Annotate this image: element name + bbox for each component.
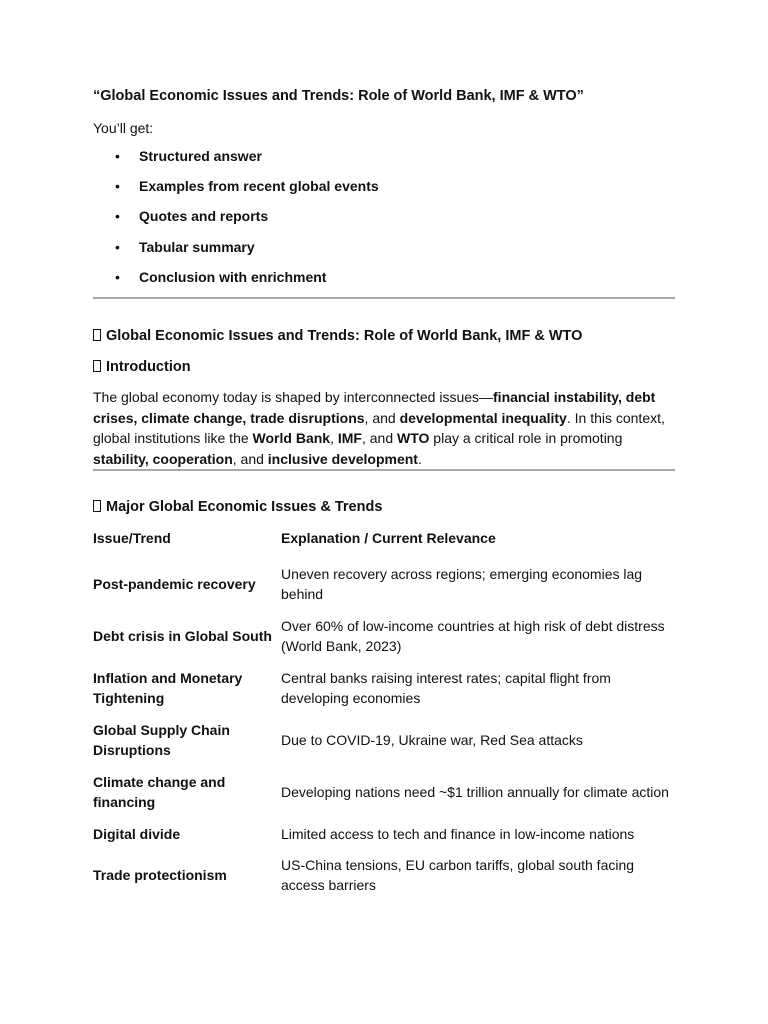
deliverables-list: [93, 146, 675, 287]
missing-glyph-icon: [93, 360, 101, 372]
bullet-icon: •: [115, 268, 120, 285]
missing-glyph-icon: [93, 500, 101, 512]
issue-cell: Climate change and financing: [93, 773, 226, 811]
intro-emphasis: WTO: [397, 430, 430, 447]
intro-heading: [93, 357, 675, 377]
issue-cell: Trade protectionism: [93, 867, 227, 884]
table-row: [93, 766, 677, 818]
explanation-cell: Due to COVID-19, Ukraine war, Red Sea attacks: [281, 732, 583, 749]
issues-table: [93, 528, 677, 901]
intro-heading-text: Introduction: [106, 358, 191, 375]
intro-text: play a critical role in promoting: [429, 430, 623, 447]
intro-text: The global economy today is shaped by interconnected issues—: [93, 388, 494, 405]
issues-heading-text: Major Global Economic Issues & Trends: [106, 499, 383, 516]
intro-emphasis: IMF: [337, 430, 362, 447]
table-row: [93, 558, 677, 610]
list-item-text: Examples from recent global events: [139, 178, 379, 195]
explanation-cell: Developing nations need ~$1 trillion annually for climate action: [281, 784, 669, 801]
intro-text: , and: [232, 450, 268, 467]
issue-cell: Digital divide: [93, 825, 181, 842]
column-header-issue: Issue/Trend: [93, 530, 171, 547]
list-item-text: Structured answer: [139, 148, 262, 164]
bullet-icon: •: [115, 238, 120, 255]
table-row: [93, 818, 677, 849]
column-header-explanation: Explanation / Current Relevance: [281, 530, 496, 547]
table-header-row: [93, 528, 677, 558]
section-divider: [93, 469, 675, 471]
explanation-cell: US-China tensions, EU carbon tariffs, global south facing access barriers: [281, 856, 635, 894]
explanation-cell: Uneven recovery across regions; emerging economies lag behind: [281, 565, 643, 603]
table-row: [93, 714, 677, 766]
intro-emphasis: financial instability, debt crises, climate change, trade disruptions: [93, 388, 656, 426]
intro-emphasis: inclusive development: [267, 450, 418, 467]
list-item: [93, 237, 675, 257]
section-divider: [93, 297, 675, 299]
missing-glyph-icon: [93, 329, 101, 341]
bullet-icon: •: [115, 148, 120, 164]
issue-cell: Global Supply Chain Disruptions: [93, 721, 230, 759]
list-item: [93, 206, 675, 226]
main-heading-text: Global Economic Issues and Trends: Role of World Bank, IMF & WTO: [106, 327, 583, 344]
table-row: [93, 610, 677, 662]
explanation-cell: Over 60% of low-income countries at high risk of debt distress (World Bank, 2023): [281, 617, 665, 655]
issue-cell: Debt crisis in Global South: [93, 628, 272, 645]
explanation-cell: Central banks raising interest rates; capital flight from developing economies: [281, 669, 611, 707]
bullet-icon: •: [115, 178, 120, 195]
intro-text: , and: [364, 409, 400, 426]
list-item-text: Quotes and reports: [139, 208, 269, 225]
intro-emphasis: developmental inequality: [399, 409, 567, 426]
intro-emphasis: World Bank: [252, 430, 331, 447]
document-title: “Global Economic Issues and Trends: Role of World Bank, IMF & WTO”: [93, 88, 584, 104]
issue-cell: Post-pandemic recovery: [93, 576, 256, 593]
issues-heading: [93, 497, 675, 517]
explanation-cell: Limited access to tech and finance in low-income nations: [281, 825, 635, 842]
list-item: [93, 176, 675, 196]
bullet-icon: •: [115, 208, 120, 225]
list-item: [93, 146, 675, 166]
intro-paragraph: [93, 387, 675, 469]
list-item-text: Conclusion with enrichment: [139, 268, 327, 285]
intro-text: ,: [330, 430, 338, 447]
table-row: [93, 662, 677, 714]
intro-emphasis: stability, cooperation: [93, 450, 233, 467]
intro-text: . In this context, global institutions like the: [93, 409, 665, 447]
intro-text: .: [417, 450, 422, 467]
list-item-text: Tabular summary: [139, 238, 255, 255]
main-heading: [93, 326, 675, 346]
table-row: [93, 849, 677, 901]
lead-text: You’ll get:: [93, 120, 154, 136]
list-item: [93, 267, 675, 287]
intro-text: , and: [361, 430, 397, 447]
issue-cell: Inflation and Monetary Tightening: [93, 669, 243, 707]
